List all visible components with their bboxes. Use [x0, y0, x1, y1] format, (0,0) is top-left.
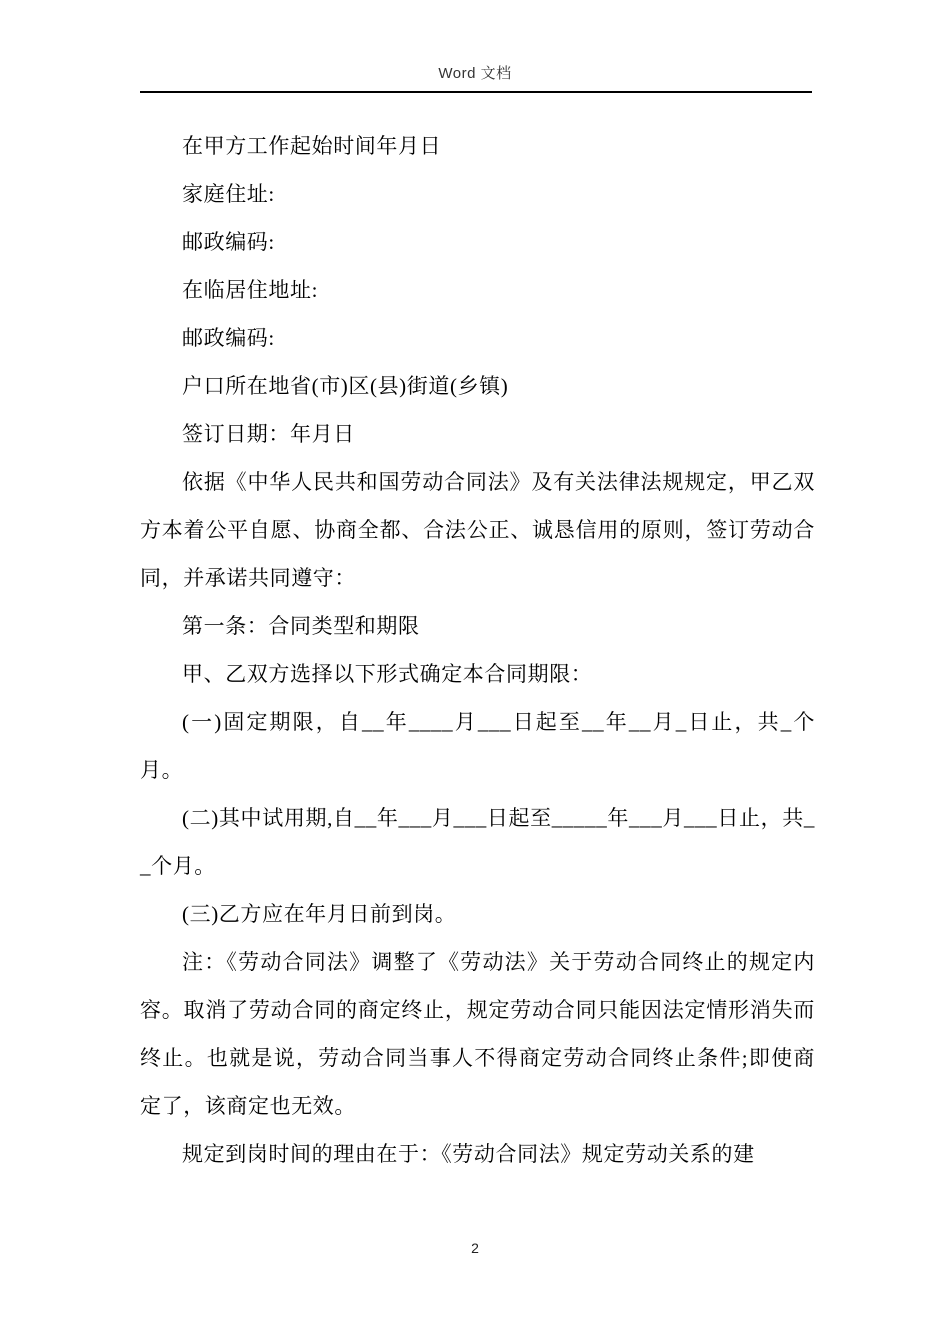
document-body: [140, 122, 815, 1178]
paragraph: 甲、乙双方选择以下形式确定本合同期限：: [182, 662, 593, 686]
paragraph: 规定到岗时间的理由在于：《劳动合同法》规定劳动关系的建: [182, 1142, 755, 1166]
page-number: 2: [471, 1240, 479, 1256]
paragraph: 第一条：合同类型和期限: [182, 614, 420, 638]
paragraph: (一)固定期限，自__年____月___日起至__年__月_日止，共_个月。: [140, 710, 815, 782]
page-header-label: Word 文档: [438, 65, 512, 82]
paragraph: 签订日期：年月日: [182, 422, 355, 446]
header-divider: [140, 91, 812, 93]
paragraph: 邮政编码:: [182, 326, 275, 350]
paragraph: 注：《劳动合同法》调整了《劳动法》关于劳动合同终止的规定内容。取消了劳动合同的商定终止，规定劳动合同只能因法定情形消失而终止。也就是说，劳动合同当事人不得商定劳动合同终止条件;即使商定了，该商定也无效。: [140, 950, 815, 1118]
paragraph: 家庭住址:: [182, 182, 275, 206]
paragraph: 在临居住地址:: [182, 278, 319, 302]
paragraph: 依据《中华人民共和国劳动合同法》及有关法律法规规定，甲乙双方本着公平自愿、协商全都、合法公正、诚恳信用的原则，签订劳动合同，并承诺共同遵守：: [140, 470, 815, 590]
paragraph: 邮政编码:: [182, 230, 275, 254]
paragraph: (三)乙方应在年月日前到岗。: [182, 902, 457, 926]
paragraph: (二)其中试用期,自__年___月___日起至_____年___月___日止，共__个月。: [140, 806, 815, 878]
paragraph: 户口所在地省(市)区(县)街道(乡镇): [182, 374, 509, 398]
paragraph: 在甲方工作起始时间年月日: [182, 134, 442, 158]
